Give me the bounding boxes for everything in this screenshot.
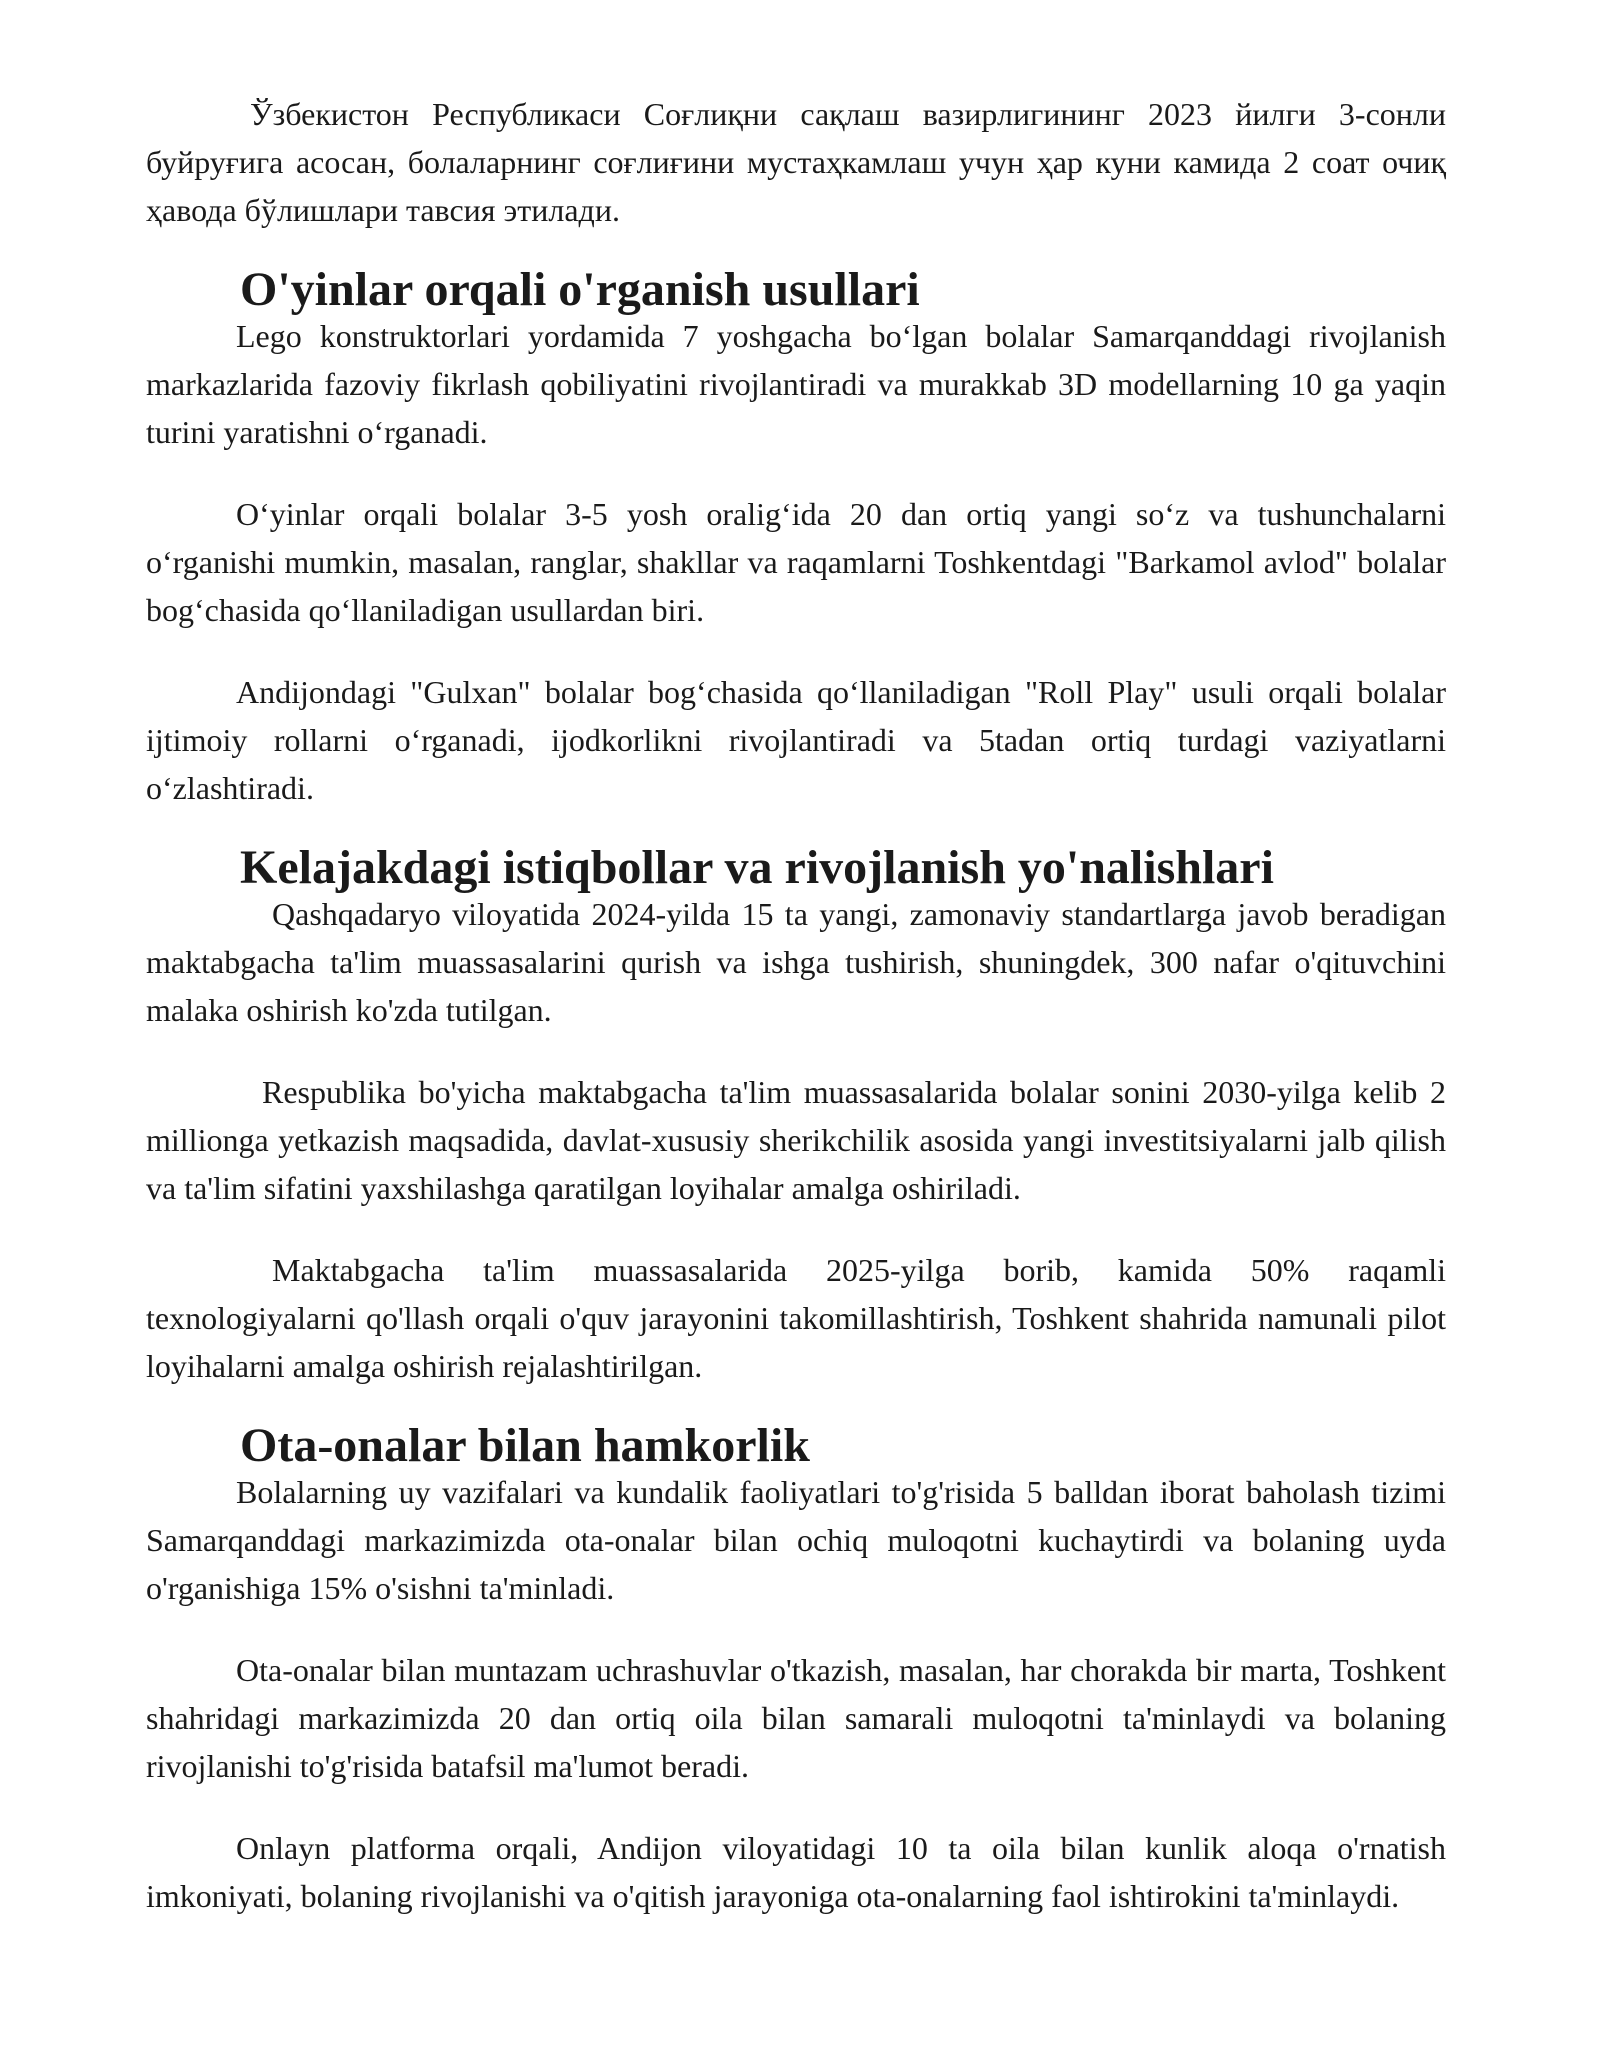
section-heading: Ota-onalar bilan hamkorlik xyxy=(240,1419,810,1472)
section-future-prospects xyxy=(146,841,1446,1390)
section-games-learning xyxy=(146,263,1446,812)
intro-paragraph: Ўзбекистон Республикаси Соғлиқни сақлаш вазирлигининг 2023 йилги 3-сонли буйруғига асосан, болаларнинг соғлиғини мустаҳкамлаш учун ҳар куни камида 2 соат очиқ ҳавода бўлишлари тавсия этилади. xyxy=(146,96,1446,228)
paragraph: Lego konstruktorlari yordamida 7 yoshgacha boʻlgan bolalar Samarqanddagi rivojlanish markazlarida fazoviy fikrlash qobiliyatini rivojlantiradi va murakkab 3D modellarning 10 ga yaqin turini yaratishni oʻrganadi. xyxy=(146,318,1446,450)
paragraph: Bolalarning uy vazifalari va kundalik faoliyatlari to'g'risida 5 balldan iborat baholash tizimi Samarqanddagi markazimizda ota-onalar bilan ochiq muloqotni kuchaytirdi va bolaning uyda o'rganishiga 15% o'sishni ta'minladi. xyxy=(146,1474,1446,1606)
paragraph: Andijondagi "Gulxan" bolalar bogʻchasida qoʻllaniladigan "Roll Play" usuli orqali bolalar ijtimoiy rollarni oʻrganadi, ijodkorlikni rivojlantiradi va 5tadan ortiq turdagi vaziyatlarni oʻzlashtiradi. xyxy=(146,674,1446,806)
paragraph: Ota-onalar bilan muntazam uchrashuvlar o'tkazish, masalan, har chorakda bir marta, Toshkent shahridagi markazimizda 20 dan ortiq oila bilan samarali muloqotni ta'minlaydi va bolaning rivojlanishi to'g'risida batafsil ma'lumot beradi. xyxy=(146,1652,1446,1784)
paragraph: Maktabgacha ta'lim muassasalarida 2025-yilga borib, kamida 50% raqamli texnologiyalarni qo'llash orqali o'quv jarayonini takomillashtirish, Toshkent shahrida namunali pilot loyihalarni amalga oshirish rejalashtirilgan. xyxy=(146,1252,1446,1384)
paragraph: Respublika bo'yicha maktabgacha ta'lim muassasalarida bolalar sonini 2030-yilga kelib 2 millionga yetkazish maqsadida, davlat-xususiy sherikchilik asosida yangi investitsiyalarni jalb qilish va ta'lim sifatini yaxshilashga qaratilgan loyihalar amalga oshiriladi. xyxy=(146,1074,1446,1206)
paragraph: Oʻyinlar orqali bolalar 3-5 yosh oraligʻida 20 dan ortiq yangi soʻz va tushunchalarni oʻrganishi mumkin, masalan, ranglar, shakllar va raqamlarni Toshkentdagi "Barkamol avlod" bolalar bogʻchasida qoʻllaniladigan usullardan biri. xyxy=(146,496,1446,628)
section-heading: O'yinlar orqali o'rganish usullari xyxy=(240,263,920,316)
paragraph: Onlayn platforma orqali, Andijon viloyatidagi 10 ta oila bilan kunlik aloqa o'rnatish imkoniyati, bolaning rivojlanishi va o'qitish jarayoniga ota-onalarning faol ishtirokini ta'minlaydi. xyxy=(146,1830,1446,1914)
section-heading: Kelajakdagi istiqbollar va rivojlanish yo'nalishlari xyxy=(240,841,1274,894)
section-parent-cooperation xyxy=(146,1419,1446,1920)
paragraph: Qashqadaryo viloyatida 2024-yilda 15 ta yangi, zamonaviy standartlarga javob beradigan maktabgacha ta'lim muassasalarini qurish va ishga tushirish, shuningdek, 300 nafar o'qituvchini malaka oshirish ko'zda tutilgan. xyxy=(146,896,1446,1028)
document-page xyxy=(146,90,1446,1920)
